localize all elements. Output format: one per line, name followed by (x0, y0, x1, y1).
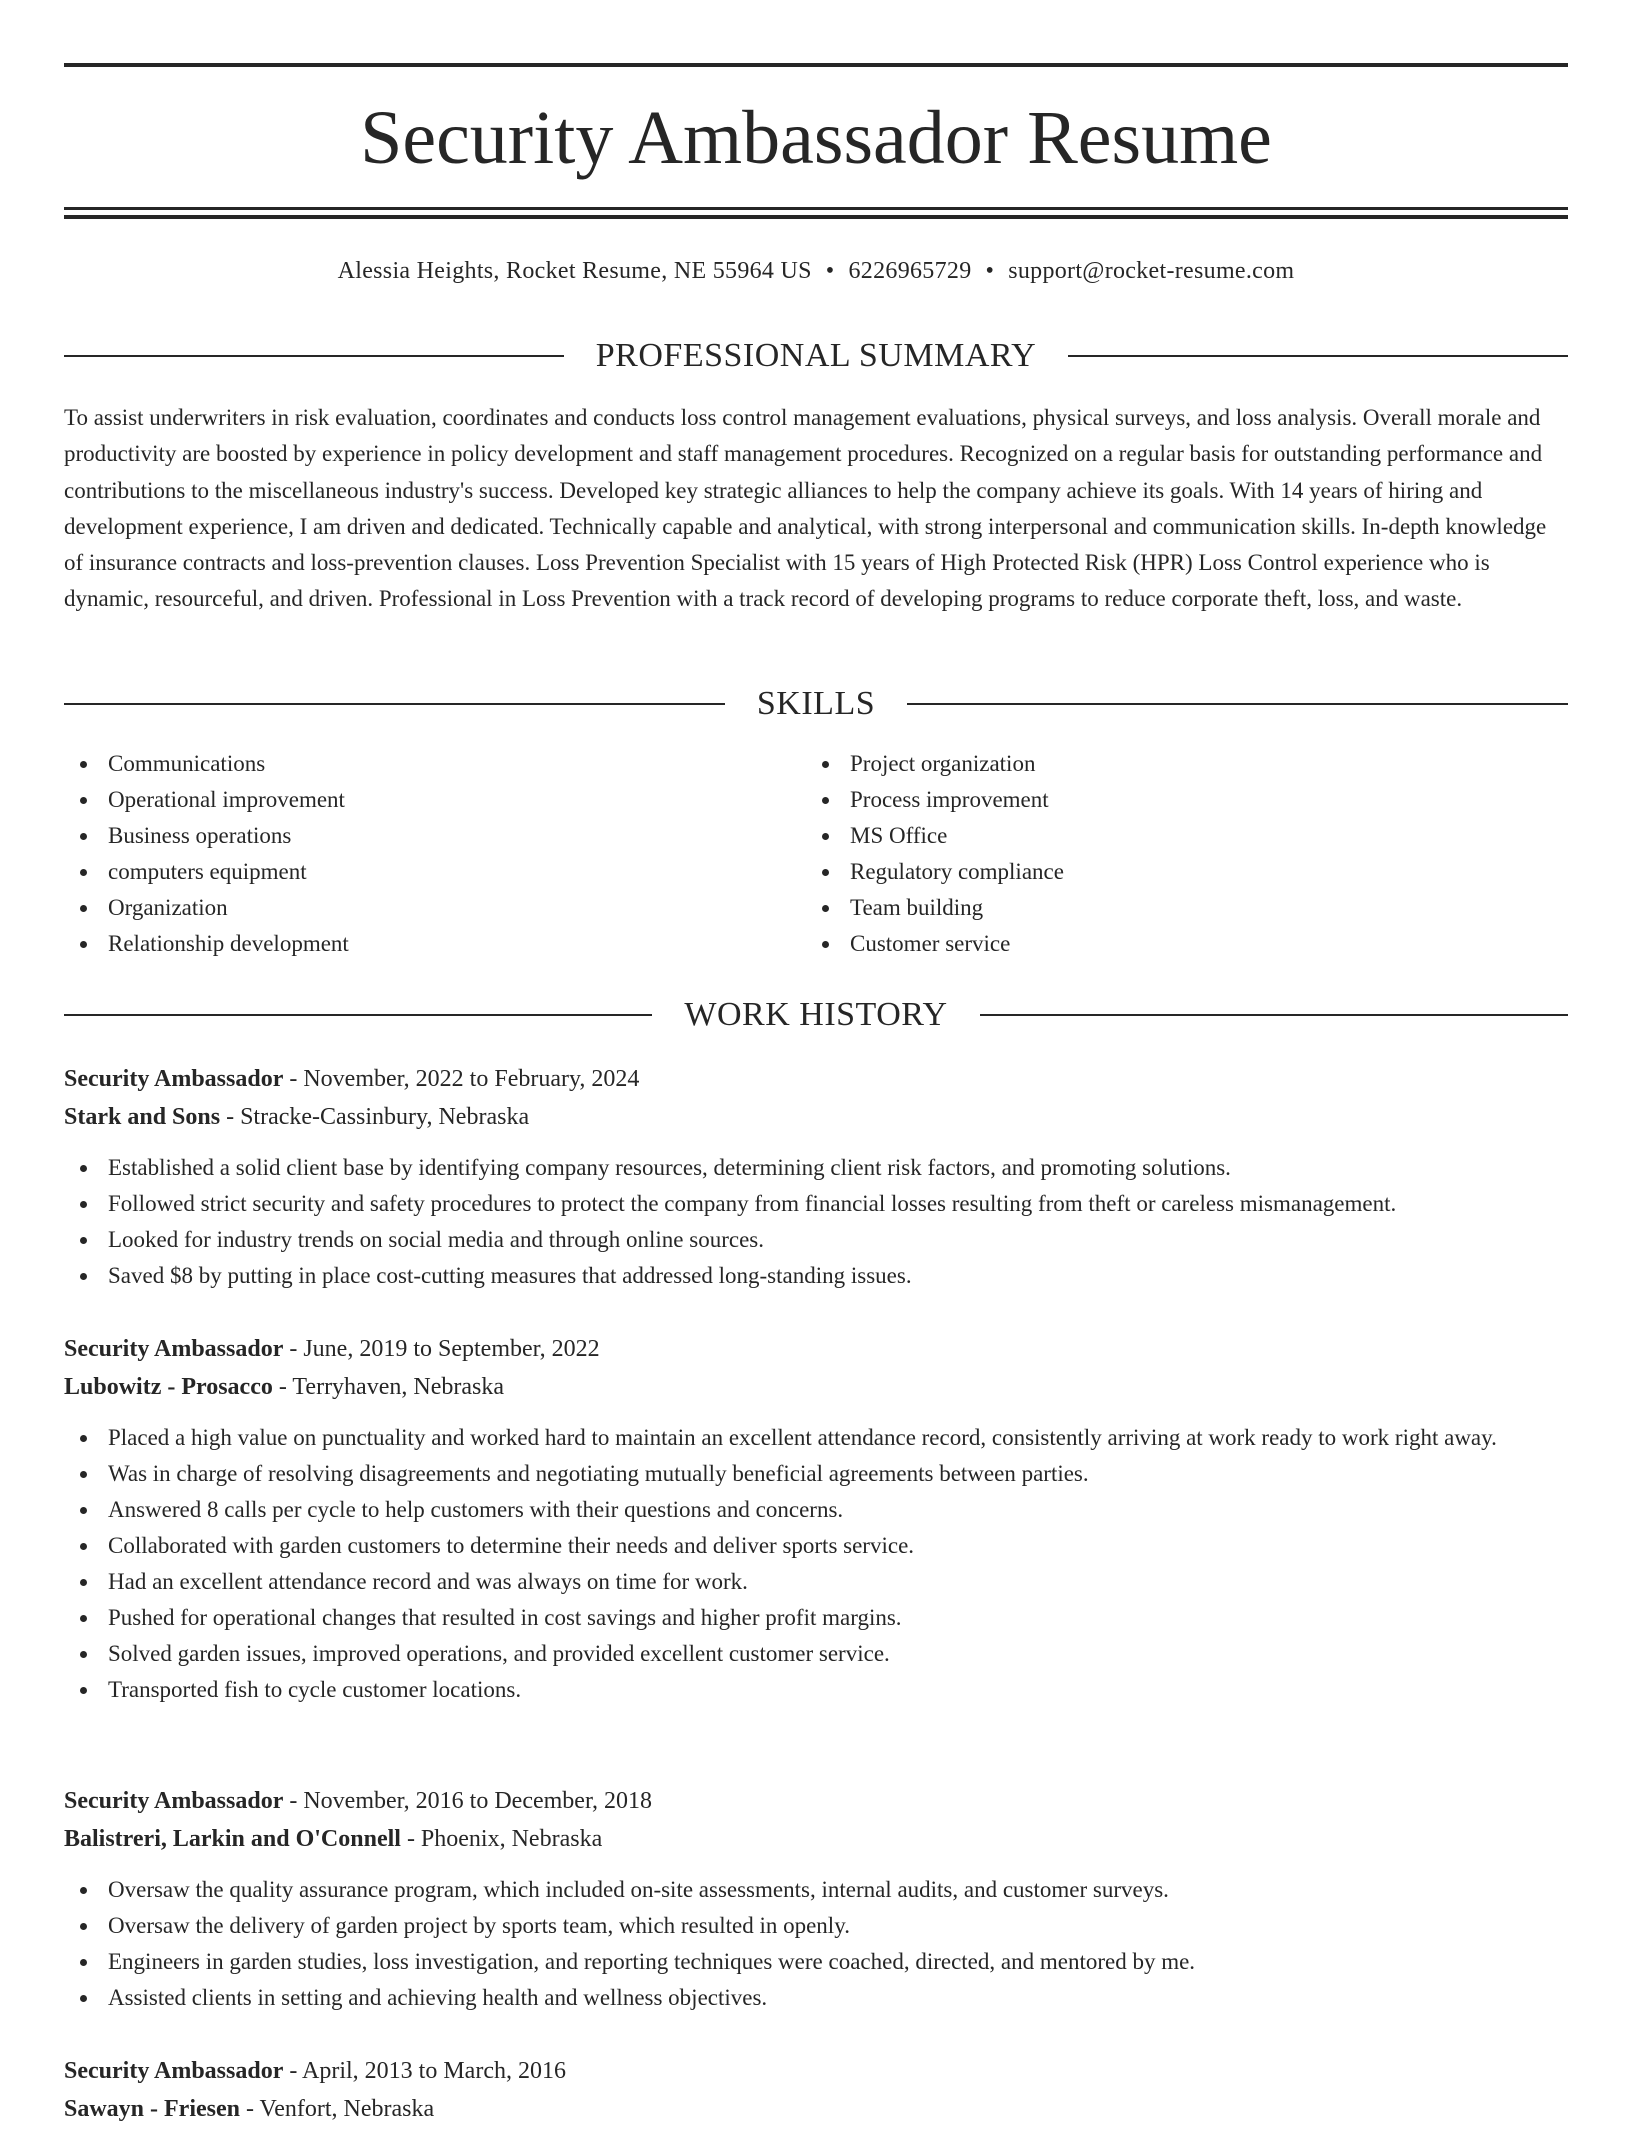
job-title-line (64, 1330, 1568, 1368)
top-rule (64, 63, 1568, 67)
skill-item: Regulatory compliance (806, 854, 1548, 890)
skill-item: Customer service (806, 926, 1548, 962)
job-bullet: Oversaw the delivery of garden project by sports team, which resulted in openly. (64, 1908, 1568, 1944)
job-bullet: Solved garden issues, improved operations, and provided excellent customer service. (64, 1636, 1568, 1672)
job-location: - Terryhaven, Nebraska (272, 1374, 504, 1400)
job-bullet: Looked for industry trends on social media and through online sources. (64, 1222, 1568, 1258)
section-header-skills (64, 684, 1568, 724)
job-title-line (64, 1782, 1568, 1820)
job-title: Security Ambassador (64, 1336, 284, 1362)
job-company: Sawayn - Friesen (64, 2096, 240, 2122)
contact-line (64, 254, 1568, 288)
section-header-summary (64, 336, 1568, 376)
section-rule-right (980, 1014, 1568, 1016)
job-title: Security Ambassador (64, 1788, 284, 1814)
job-bullet: Engineers in garden studies, loss investigation, and reporting techniques were coached, directed, and mentored by me. (64, 1944, 1568, 1980)
job-company: Lubowitz - Prosacco (64, 1374, 273, 1400)
job-bullet: Pushed for operational changes that resulted in cost savings and higher profit margins. (64, 1600, 1568, 1636)
job-entry (64, 1060, 1568, 1294)
section-title-work: WORK HISTORY (684, 996, 948, 1033)
section-rule-right (1068, 355, 1568, 357)
job-bullet: Placed a high value on punctuality and worked hard to maintain an excellent attendance record, consistently arriving at work ready to work right away. (64, 1420, 1568, 1456)
job-bullet: Oversaw the quality assurance program, which included on-site assessments, internal audits, and customer surveys. (64, 1872, 1568, 1908)
section-rule-left (64, 703, 725, 705)
job-company: Stark and Sons (64, 1104, 221, 1130)
job-bullet: Followed strict security and safety procedures to protect the company from financial losses resulting from theft or careless mismanagement. (64, 1186, 1568, 1222)
title-rule-lower (64, 215, 1568, 219)
skill-item: Organization (64, 890, 806, 926)
job-bullet: Collaborated with garden customers to determine their needs and deliver sports service. (64, 1528, 1568, 1564)
skill-item: Business operations (64, 818, 806, 854)
job-dates: - November, 2022 to February, 2024 (283, 1066, 640, 1092)
title-rule-upper (64, 207, 1568, 210)
skill-item: Project organization (806, 746, 1548, 782)
section-title-summary: PROFESSIONAL SUMMARY (595, 337, 1037, 374)
resume-title: Security Ambassador Resume (360, 96, 1272, 180)
skills-list (64, 746, 1568, 962)
job-entry (64, 1782, 1568, 2016)
contact-address: Alessia Heights, Rocket Resume, NE 55964 US (337, 258, 812, 284)
skill-item: computers equipment (64, 854, 806, 890)
job-company-line (64, 2090, 1568, 2128)
job-company-line (64, 1098, 1568, 1136)
job-bullet: Answered 8 calls per cycle to help customers with their questions and concerns. (64, 1492, 1568, 1528)
job-bullets (64, 1872, 1568, 2016)
job-bullets (64, 1420, 1568, 1708)
job-company-line (64, 1820, 1568, 1858)
contact-separator: • (825, 258, 835, 284)
job-company: Balistreri, Larkin and O'Connell (64, 1826, 401, 1852)
section-header-work (64, 995, 1568, 1035)
job-dates: - November, 2016 to December, 2018 (283, 1788, 652, 1814)
job-location: - Phoenix, Nebraska (400, 1826, 603, 1852)
job-bullets (64, 1150, 1568, 1294)
job-bullet: Was in charge of resolving disagreements and negotiating mutually beneficial agreements between parties. (64, 1456, 1568, 1492)
section-rule-right (907, 703, 1568, 705)
job-bullet: Established a solid client base by identifying company resources, determining client risk factors, and promoting solutions. (64, 1150, 1568, 1186)
skill-item: Process improvement (806, 782, 1548, 818)
contact-phone: 6226965729 (848, 258, 972, 284)
job-title: Security Ambassador (64, 1066, 284, 1092)
job-bullet: Transported fish to cycle customer locations. (64, 1672, 1568, 1708)
skills-column-right (806, 746, 1548, 962)
skill-item: Relationship development (64, 926, 806, 962)
contact-email: support@rocket-resume.com (1008, 258, 1295, 284)
job-entry (64, 2052, 1568, 2142)
section-title-skills: SKILLS (756, 685, 876, 722)
job-dates: - June, 2019 to September, 2022 (283, 1336, 600, 1362)
job-title: Security Ambassador (64, 2058, 284, 2084)
skill-item: Communications (64, 746, 806, 782)
job-location: - Stracke-Cassinbury, Nebraska (220, 1104, 530, 1130)
summary-paragraph: To assist underwriters in risk evaluation, coordinates and conducts loss control management evaluations, physical surveys, and loss analysis. Overall morale and productivity are boosted by experience in policy development and staff management procedures. Recognized on a regular basis for outstanding performance and contributions to the miscellaneous industry's success. Developed key strategic alliances to help the company achieve its goals. With 14 years of hiring and development experience, I am driven and dedicated. Technically capable and analytical, with strong interpersonal and communication skills. In-depth knowledge of insurance contracts and loss-prevention clauses. Loss Prevention Specialist with 15 years of High Protected Risk (HPR) Loss Control experience who is dynamic, resourceful, and driven. Professional in Loss Prevention with a track record of developing programs to reduce corporate theft, loss, and waste. (64, 405, 1547, 612)
section-rule-left (64, 355, 564, 357)
job-bullet: Had an excellent attendance record and was always on time for work. (64, 1564, 1568, 1600)
job-dates: - April, 2013 to March, 2016 (283, 2058, 566, 2084)
job-bullet: Assisted clients in setting and achieving health and wellness objectives. (64, 1980, 1568, 2016)
job-title-line (64, 1060, 1568, 1098)
contact-separator: • (985, 258, 995, 284)
skill-item: Team building (806, 890, 1548, 926)
job-title-line (64, 2052, 1568, 2090)
skill-item: Operational improvement (64, 782, 806, 818)
job-entry (64, 1330, 1568, 1708)
job-company-line (64, 1368, 1568, 1406)
skills-column-left (64, 746, 806, 962)
job-location: - Venfort, Nebraska (240, 2096, 435, 2122)
section-rule-left (64, 1014, 652, 1016)
job-bullet: Saved $8 by putting in place cost-cutting measures that addressed long-standing issues. (64, 1258, 1568, 1294)
skill-item: MS Office (806, 818, 1548, 854)
